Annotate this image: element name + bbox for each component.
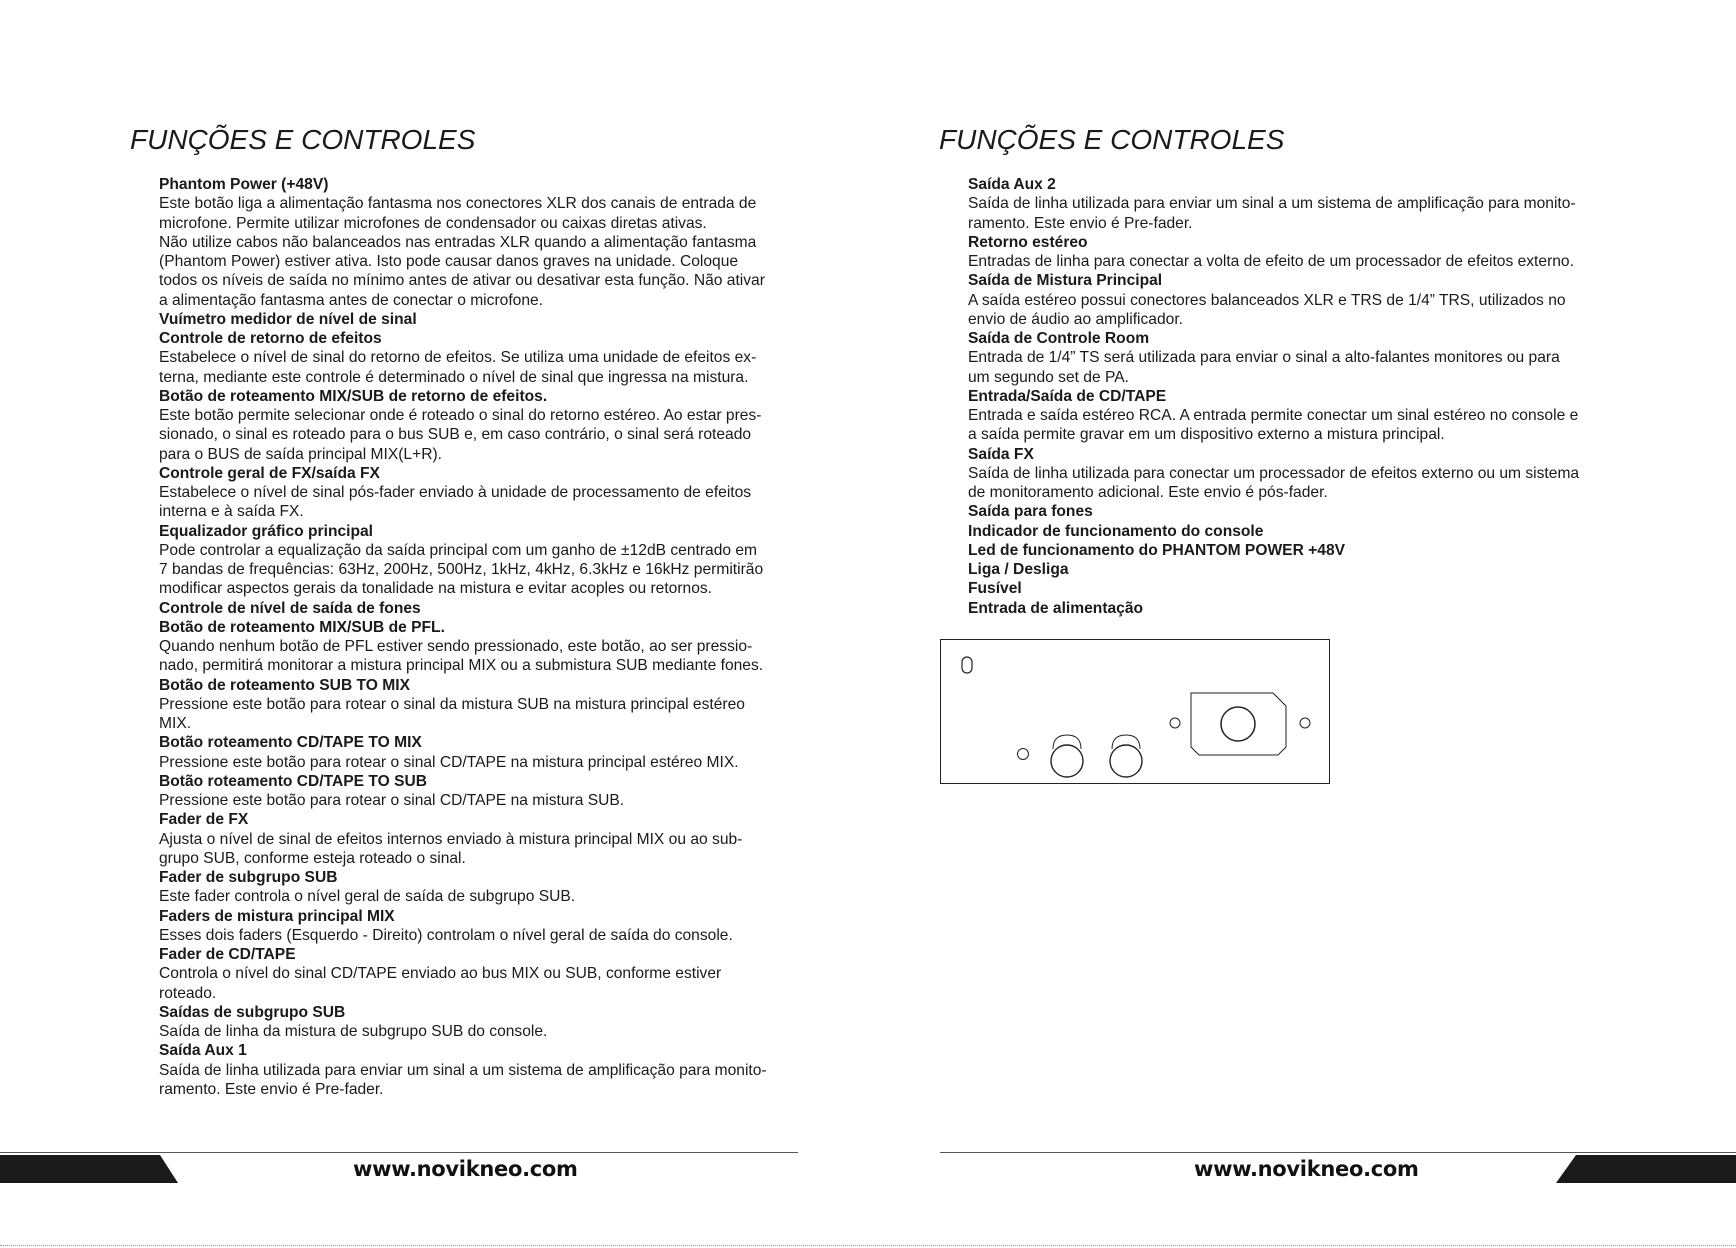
panel-outline xyxy=(941,640,1330,784)
entry xyxy=(159,387,795,464)
entry-title: Vuímetro medidor de nível de sinal xyxy=(159,310,417,328)
entry xyxy=(968,445,1618,503)
entry-title: Saída de Mistura Principal xyxy=(968,272,1163,290)
entry-body: Entrada e saída estéreo RCA. A entrada permite conectar um sinal estéreo no console e a saída permite gravar em um dispositivo externo a mistura principal. xyxy=(968,407,1579,444)
footer-band xyxy=(1556,1155,1736,1183)
entry xyxy=(159,310,795,329)
entry xyxy=(159,329,795,387)
entry-list xyxy=(159,175,795,1099)
entry xyxy=(159,1003,795,1042)
connector-icon xyxy=(1110,745,1142,777)
connector-hood-icon xyxy=(1053,735,1081,749)
entry xyxy=(159,810,795,868)
footer-url: www.novikneo.com xyxy=(353,1157,578,1181)
entry-title: Controle geral de FX/saída FX xyxy=(159,464,380,482)
screw-icon xyxy=(1170,718,1180,728)
entry-title: Equalizador gráfico principal xyxy=(159,522,374,540)
page-title: FUNÇÕES E CONTROLES xyxy=(130,124,476,155)
entry xyxy=(159,599,795,618)
entry-title: Fader de FX xyxy=(159,811,249,829)
power-inlet-icon xyxy=(1191,693,1286,755)
entry-body: Saída de linha utilizada para enviar um sinal a um sistema de amplificação para monito- ramento. Este envio é Pre-fader. xyxy=(159,1061,767,1098)
entry-title: Saídas de subgrupo SUB xyxy=(159,1003,346,1021)
screw-icon xyxy=(1300,718,1310,728)
scan-edge xyxy=(0,1245,1736,1246)
entry-title: Fader de subgrupo SUB xyxy=(159,869,338,886)
entry-body: Estabelece o nível de sinal do retorno de efeitos. Se utiliza uma unidade de efeitos ex- terna, mediante este controle é determinado o nível de sinal que ingressa na mistura. xyxy=(159,349,757,386)
footer-rule xyxy=(0,1152,798,1153)
page-title: FUNÇÕES E CONTROLES xyxy=(939,124,1285,155)
entry-list xyxy=(968,175,1618,618)
entry xyxy=(968,560,1618,579)
entry-title: Saída Aux 2 xyxy=(968,176,1056,193)
entry-title: Saída FX xyxy=(968,445,1034,463)
entry-title: Saída para fones xyxy=(968,503,1093,521)
entry xyxy=(159,175,795,310)
entry xyxy=(159,464,795,522)
footer-band xyxy=(0,1155,180,1183)
entry-body: A saída estéreo possui conectores balanceados XLR e TRS de 1/4” TRS, utilizados no envio de áudio ao amplificador. xyxy=(968,291,1566,328)
entry-title: Retorno estéreo xyxy=(968,233,1088,251)
entry-title: Faders de mistura principal MIX xyxy=(159,907,395,925)
entry-title: Indicador de funcionamento do console xyxy=(968,522,1264,540)
entry-title: Entrada de alimentação xyxy=(968,599,1144,617)
footer-url: www.novikneo.com xyxy=(1194,1157,1419,1181)
entry-body: Entrada de 1/4” TS será utilizada para enviar o sinal a alto-falantes monitores ou para um segundo set de PA. xyxy=(968,349,1560,386)
entry-title: Controle de nível de saída de fones xyxy=(159,599,421,617)
entry xyxy=(159,618,795,676)
led-icon xyxy=(1018,749,1029,760)
footer-rule xyxy=(940,1152,1736,1153)
entry xyxy=(159,676,795,734)
entry xyxy=(968,329,1618,387)
entry xyxy=(159,1041,795,1099)
entry-body: Pressione este botão para rotear o sinal CD/TAPE na mistura principal estéreo MIX. xyxy=(159,753,739,771)
entry-title: Entrada/Saída de CD/TAPE xyxy=(968,387,1167,405)
entry xyxy=(968,271,1618,329)
entry-title: Led de funcionamento do PHANTOM POWER +48V xyxy=(968,541,1346,559)
entry-body: Este botão permite selecionar onde é roteado o sinal do retorno estéreo. Ao estar pres- sionado, o sinal es roteado para o bus SUB e, em caso contrário, o sinal será roteado para o BUS de saída principal MIX(L+R). xyxy=(159,407,762,463)
entry xyxy=(968,599,1618,618)
connector-icon xyxy=(1051,745,1083,777)
entry xyxy=(968,175,1618,233)
entry-title: Fader de CD/TAPE xyxy=(159,946,296,963)
entry xyxy=(968,502,1618,521)
entry xyxy=(159,772,795,811)
entry-body: Saída de linha utilizada para conectar um processador de efeitos externo ou um sistema de monitoramento adicional. Este envio é pós-fader. xyxy=(968,464,1580,501)
entry xyxy=(159,733,795,772)
entry xyxy=(968,233,1618,272)
rear-panel-diagram xyxy=(940,639,1330,784)
connector-hood-icon xyxy=(1112,735,1140,749)
entry-title: Botão de roteamento MIX/SUB de PFL. xyxy=(159,618,445,636)
entry-title: Botão roteamento CD/TAPE TO SUB xyxy=(159,772,428,790)
right-page xyxy=(868,0,1736,1248)
entry xyxy=(968,522,1618,541)
entry-title: Saída de Controle Room xyxy=(968,330,1150,347)
entry-body: Quando nenhum botão de PFL estiver sendo pressionado, este botão, ao ser pressio- nado, permitirá monitorar a mistura principal MIX ou a submistura SUB mediante fones. xyxy=(159,638,764,675)
entry-body: Este botão liga a alimentação fantasma nos conectores XLR dos canais de entrada de microfone. Permite utilizar microfones de condensador ou caixas diretas ativas. Não utilize cabos não balanceados nas entradas XLR quando a alimentação fantasma (Phantom Power) estiver ativa. Isto pode causar danos graves na unidade. Coloque todos os níveis de saída no mínimo antes de ativar ou desativar esta função. Não ativar a alimentação fantasma antes de conectar o microfone. xyxy=(159,195,765,309)
entry-body: Estabelece o nível de sinal pós-fader enviado à unidade de processamento de efeitos interna e à saída FX. xyxy=(159,484,752,521)
entry-body: Ajusta o nível de sinal de efeitos internos enviado à mistura principal MIX ou ao sub- grupo SUB, conforme esteja roteado o sinal. xyxy=(159,830,743,867)
entry-body: Entradas de linha para conectar a volta de efeito de um processador de efeitos externo. xyxy=(968,253,1574,270)
entry xyxy=(159,868,795,907)
entry-title: Liga / Desliga xyxy=(968,561,1069,578)
entry-title: Botão de roteamento SUB TO MIX xyxy=(159,676,410,694)
entry xyxy=(968,541,1618,560)
entry-body: Pode controlar a equalização da saída principal com um ganho de ±12dB centrado em 7 bandas de frequências: 63Hz, 200Hz, 500Hz, 1kHz, 4kHz, 6.3kHz e 16kHz permitirão modificar aspectos gerais da tonalidade na mistura e evitar acoples ou retornos. xyxy=(159,541,764,598)
entry xyxy=(159,945,795,1003)
entry-title: Botão de roteamento MIX/SUB de retorno de efeitos. xyxy=(159,387,548,405)
power-switch-icon xyxy=(962,657,972,673)
entry xyxy=(159,907,795,946)
entry-body: Este fader controla o nível geral de saída de subgrupo SUB. xyxy=(159,888,576,906)
entry-title: Fusível xyxy=(968,580,1022,598)
entry xyxy=(968,579,1618,598)
entry-title: Saída Aux 1 xyxy=(159,1042,247,1060)
entry-body: Pressione este botão para rotear o sinal da mistura SUB na mistura principal estéreo MIX. xyxy=(159,695,745,732)
entry-body: Controla o nível do sinal CD/TAPE enviado ao bus MIX ou SUB, conforme estiver roteado. xyxy=(159,965,722,1002)
entry xyxy=(159,522,795,599)
entry-title: Botão roteamento CD/TAPE TO MIX xyxy=(159,734,422,752)
entry-body: Esses dois faders (Esquerdo - Direito) controlam o nível geral de saída do console. xyxy=(159,926,733,944)
entry-title: Controle de retorno de efeitos xyxy=(159,330,382,347)
entry-body: Saída de linha da mistura de subgrupo SUB do console. xyxy=(159,1023,548,1040)
entry-body: Saída de linha utilizada para enviar um sinal a um sistema de amplificação para monito- ramento. Este envio é Pre-fader. xyxy=(968,195,1576,232)
entry xyxy=(968,387,1618,445)
entry-title: Phantom Power (+48V) xyxy=(159,176,329,193)
power-inlet-socket-icon xyxy=(1221,707,1255,741)
entry-body: Pressione este botão para rotear o sinal CD/TAPE na mistura SUB. xyxy=(159,792,625,809)
